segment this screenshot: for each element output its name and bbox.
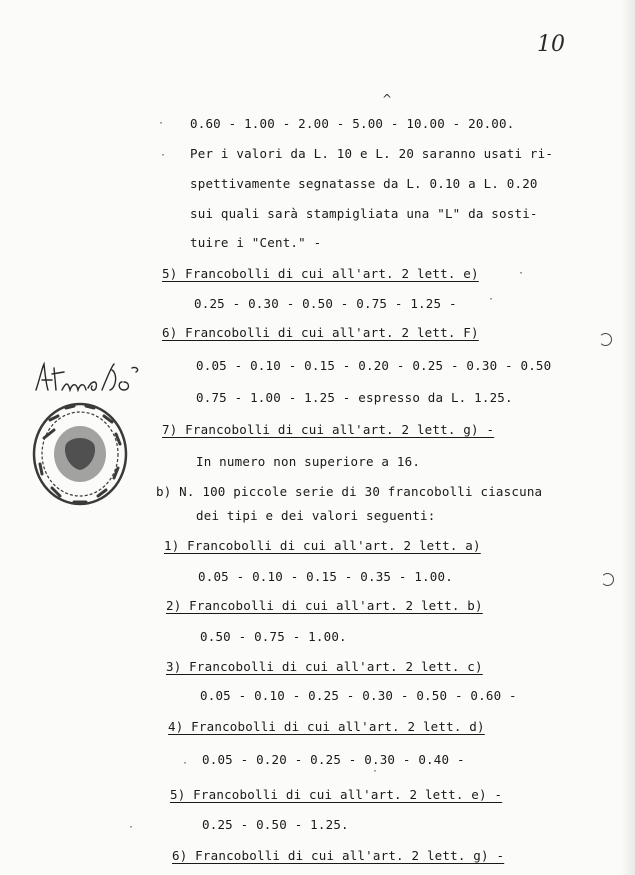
value-list: 0.75 - 1.00 - 1.25 - espresso da L. 1.25. <box>196 390 513 405</box>
text-line: 0.60 - 1.00 - 2.00 - 5.00 - 10.00 - 20.00. <box>190 116 515 131</box>
text-line: tuire i "Cent." - <box>190 235 322 250</box>
value-list: 0.05 - 0.20 - 0.25 - 0.30 - 0.40 - <box>202 752 465 767</box>
scan-speck: · <box>160 150 167 161</box>
section-heading: 5) Francobolli di cui all'art. 2 lett. e) - <box>170 787 503 802</box>
punch-hole-icon <box>601 573 614 586</box>
scan-speck: · <box>128 822 135 833</box>
scan-speck: · <box>372 766 379 777</box>
value-list: 0.05 - 0.10 - 0.25 - 0.30 - 0.50 - 0.60 - <box>200 688 517 703</box>
value-list: 0.05 - 0.10 - 0.15 - 0.35 - 1.00. <box>198 569 453 584</box>
official-seal-icon <box>30 398 130 510</box>
scan-speck: · <box>158 118 165 129</box>
text-line: In numero non superiore a 16. <box>196 454 421 469</box>
handwritten-signature-icon <box>32 360 144 396</box>
section-heading: 3) Francobolli di cui all'art. 2 lett. c) <box>166 659 483 674</box>
insertion-caret: ^ <box>382 92 393 106</box>
section-heading: 1) Francobolli di cui all'art. 2 lett. a) <box>164 538 481 553</box>
text-line: Per i valori da L. 10 e L. 20 saranno usati ri- <box>190 146 554 161</box>
section-heading: 5) Francobolli di cui all'art. 2 lett. e) <box>162 266 479 281</box>
value-list: 0.50 - 0.75 - 1.00. <box>200 629 347 644</box>
text-line: dei tipi e dei valori seguenti: <box>196 508 436 523</box>
value-list: 0.25 - 0.50 - 1.25. <box>202 817 349 832</box>
value-list: 0.25 - 0.30 - 0.50 - 0.75 - 1.25 - <box>194 296 457 311</box>
punch-hole-icon <box>599 333 612 346</box>
scan-speck: · <box>488 294 495 305</box>
section-heading: 6) Francobolli di cui all'art. 2 lett. g) - <box>172 848 505 863</box>
scan-speck: · <box>182 758 189 769</box>
text-line: spettivamente segnatasse da L. 0.10 a L. 0.20 <box>190 176 538 191</box>
section-heading: 7) Francobolli di cui all'art. 2 lett. g) - <box>162 422 495 437</box>
value-list: 0.05 - 0.10 - 0.15 - 0.20 - 0.25 - 0.30 - 0.50 <box>196 358 552 373</box>
page-edge-shadow <box>621 0 635 875</box>
page-number: 10 <box>537 32 565 57</box>
text-line: b) N. 100 piccole serie di 30 francobolli ciascuna <box>156 484 543 499</box>
section-heading: 2) Francobolli di cui all'art. 2 lett. b) <box>166 598 483 613</box>
scan-speck: · <box>518 268 525 279</box>
text-line: sui quali sarà stampigliata una "L" da sosti- <box>190 206 538 221</box>
section-heading: 6) Francobolli di cui all'art. 2 lett. F) <box>162 325 479 340</box>
section-heading: 4) Francobolli di cui all'art. 2 lett. d) <box>168 719 485 734</box>
